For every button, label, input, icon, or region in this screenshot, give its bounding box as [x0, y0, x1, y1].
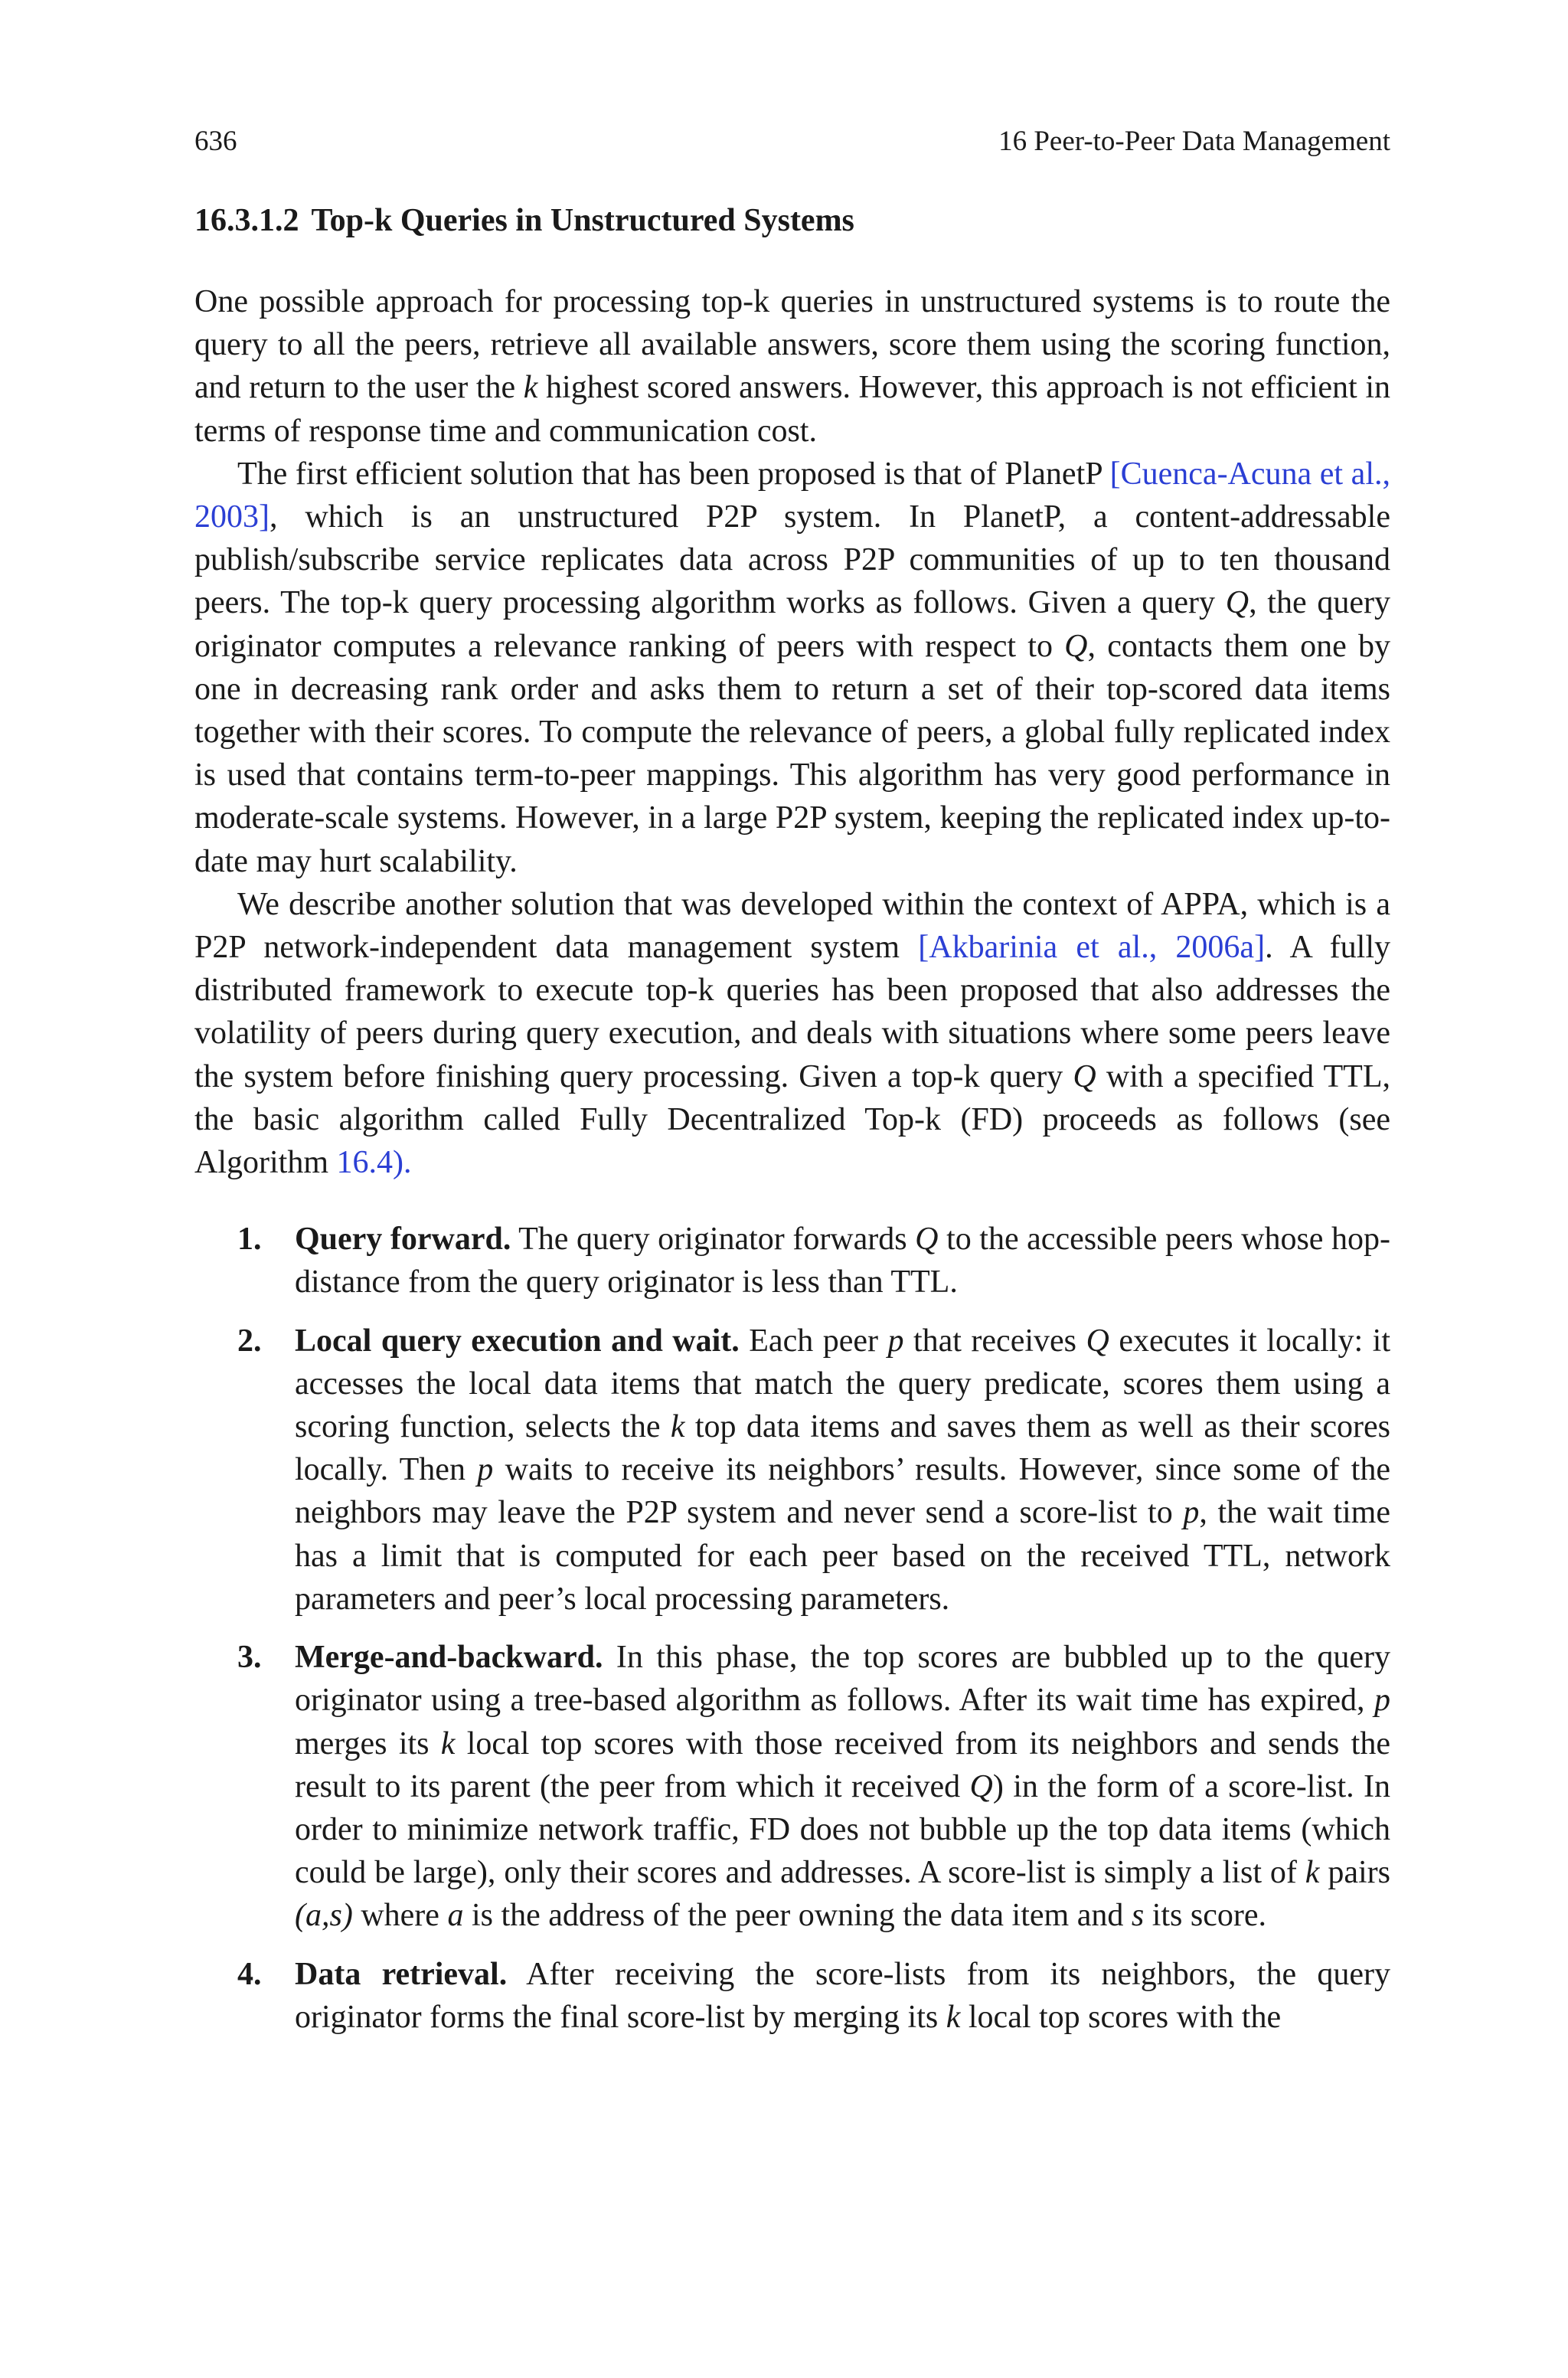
step-number: 2. — [237, 1323, 262, 1359]
algorithm-reference-link[interactable]: 16.4). — [336, 1145, 412, 1181]
math-var: Q — [969, 1768, 993, 1804]
body-text — [194, 280, 1390, 2039]
citation-link[interactable]: [Akbarinia et al., 2006a] — [918, 930, 1266, 966]
math-var: Q — [915, 1222, 939, 1258]
math-var: a — [447, 1898, 464, 1934]
list-item: 3. Merge-and-backward. In this phase, the top scores are bubbled up to the query originator using a tree-based algorithm as follows. After its wait time has expired, p merges its k local top scores with those received from its neighbors and sends the result to its parent (the peer from which it received Q) in the form of a score-list. In order to minimize network traffic, FD does not bubble up the top data items (which could be large), only their scores and addresses. A score-list is simply a list of k pairs (a,s) where a is the address of the peer owning the data item and s its score. — [194, 1636, 1390, 1937]
math-var: k — [670, 1409, 685, 1445]
step-number: 3. — [237, 1640, 262, 1676]
math-var: Q — [1225, 585, 1250, 621]
list-item: 2. Local query execution and wait. Each peer p that receives Q executes it locally: it accesses the local data items that match the query predicate, scores them using a scoring function, selects the k top data items and saves them as well as their scores locally. Then p waits to receive its neighbors’ results. However, since some of the neighbors may leave the P2P system and never send a score-list to p, the wait time has a limit that is computed for each peer based on the received TTL, network parameters and peer’s local processing parameters. — [194, 1320, 1390, 1621]
math-var: p — [887, 1323, 904, 1359]
section-number: 16.3.1.2 — [194, 203, 299, 238]
step-number: 1. — [237, 1222, 262, 1258]
paragraph-3: We describe another solution that was developed within the context of APPA, which is a P2P network-independent data management system [Akbarinia et al., 2006a]. A fully distributed framework to execute top-k queries has been proposed that also addresses the volatility of peers during query execution, and deals with situations where some peers leave the system before finishing query processing. Given a top-k query Q with a specified TTL, the basic algorithm called Fully Decentralized Top-k (FD) proceeds as follows (see Algorithm 16.4). — [194, 886, 1390, 1181]
math-var: k — [440, 1725, 456, 1761]
section-heading — [194, 199, 1390, 242]
math-var: p — [1183, 1495, 1200, 1531]
math-var: k — [1305, 1855, 1320, 1891]
paragraph-1: One possible approach for processing top-k queries in unstructured systems is to route the query to all the peers, retrieve all available answers, score them using the scoring function, and return to the user the k highest scored answers. However, this approach is not efficient in terms of response time and communication cost. — [194, 284, 1390, 449]
step-title: Data retrieval. — [295, 1956, 508, 1992]
math-var: k — [523, 370, 538, 406]
page-number: 636 — [194, 126, 237, 157]
algorithm-steps-list — [194, 1218, 1390, 2039]
math-var: p — [1374, 1683, 1390, 1719]
section-title: Top-k Queries in Unstructured Systems — [311, 203, 854, 238]
math-var: Q — [1064, 628, 1088, 664]
citation-link[interactable]: [Cuenca-Acuna et al., 2003] — [194, 456, 1390, 535]
math-var: k — [946, 1999, 961, 2035]
list-item: 4. Data retrieval. After receiving the score-lists from its neighbors, the query originator forms the final score-list by merging its k local top scores with the — [194, 1953, 1390, 2039]
step-title: Query forward. — [295, 1222, 511, 1258]
math-var: Q — [1086, 1323, 1109, 1359]
chapter-title: 16 Peer-to-Peer Data Management — [998, 126, 1390, 157]
math-pair: (a,s) — [295, 1898, 353, 1934]
math-var: s — [1131, 1898, 1145, 1934]
step-title: Merge-and-backward. — [295, 1640, 603, 1676]
step-title: Local query execution and wait. — [295, 1323, 740, 1359]
running-head — [194, 123, 1390, 161]
book-page — [194, 123, 1390, 2054]
paragraph-2: The first efficient solution that has been proposed is that of PlanetP [Cuenca-Acuna et al., 2003], which is an unstructured P2P system. In PlanetP, a content-addressable publish/subscribe service replicates data across P2P communities of up to ten thousand peers. The top-k query processing algorithm works as follows. Given a query Q, the query originator computes a relevance ranking of peers with respect to Q, contacts them one by one in decreasing rank order and asks them to return a set of their top-scored data items together with their scores. To compute the relevance of peers, a global fully replicated index is used that contains term-to-peer mappings. This algorithm has very good performance in moderate-scale systems. However, in a large P2P system, keeping the replicated index up-to-date may hurt scalability. — [194, 456, 1390, 879]
step-number: 4. — [237, 1956, 262, 1992]
list-item: 1. Query forward. The query originator forwards Q to the accessible peers whose hop-distance from the query originator is less than TTL. — [194, 1218, 1390, 1303]
math-var: p — [477, 1452, 494, 1488]
math-var: Q — [1073, 1058, 1096, 1094]
